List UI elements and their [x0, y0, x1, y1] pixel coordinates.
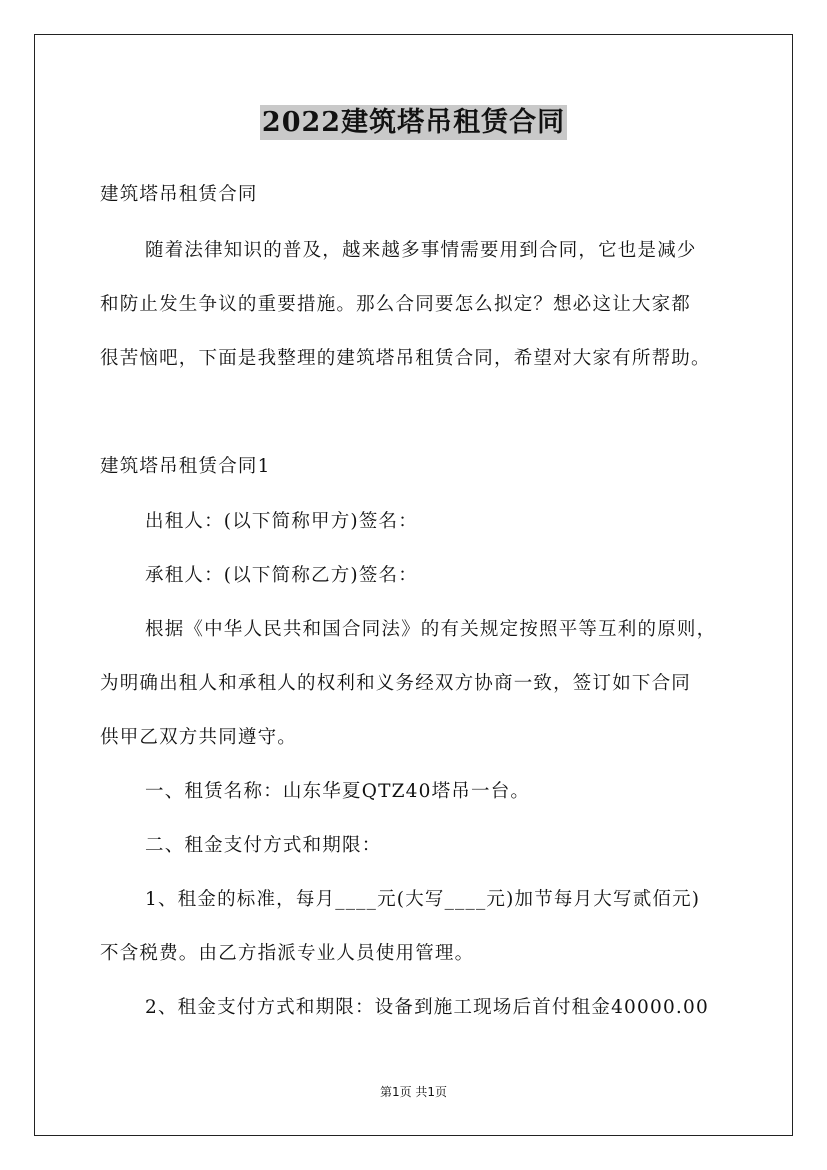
clause-rental-item: 一、租赁名称：山东华夏QTZ40塔吊一台。: [145, 781, 531, 802]
lessee-line: 承租人：(以下简称乙方)签名：: [145, 565, 418, 586]
basis-paragraph-line: 供甲乙双方共同遵守。: [100, 727, 298, 748]
document-title-text: 2022建筑塔吊租赁合同: [261, 107, 566, 138]
clause-payment-heading: 二、租金支付方式和期限：: [145, 835, 382, 856]
document-subtitle: 建筑塔吊租赁合同: [100, 184, 258, 205]
page-footer: 第1页 共1页: [379, 1085, 448, 1099]
document-title: [0, 100, 827, 139]
basis-paragraph-line: 根据《中华人民共和国合同法》的有关规定按照平等互利的原则，: [145, 619, 717, 640]
clause-rent-standard-line: 不含税费。由乙方指派专业人员使用管理。: [100, 943, 475, 964]
clause-rent-standard-line: 1、租金的标准，每月____元(大写____元)加节每月大写贰佰元): [145, 889, 701, 910]
section-heading: 建筑塔吊租赁合同1: [100, 456, 271, 477]
intro-paragraph-line: 很苦恼吧，下面是我整理的建筑塔吊租赁合同，希望对大家有所帮助。: [100, 348, 711, 369]
intro-paragraph-line: 随着法律知识的普及，越来越多事情需要用到合同，它也是减少: [145, 240, 697, 261]
intro-paragraph-line: 和防止发生争议的重要措施。那么合同要怎么拟定？想必这让大家都: [100, 294, 692, 315]
basis-paragraph-line: 为明确出租人和承租人的权利和义务经双方协商一致，签订如下合同: [100, 673, 692, 694]
clause-payment-terms-line: 2、租金支付方式和期限：设备到施工现场后首付租金40000.00: [145, 997, 709, 1018]
lessor-line: 出租人：(以下简称甲方)签名：: [145, 511, 418, 532]
